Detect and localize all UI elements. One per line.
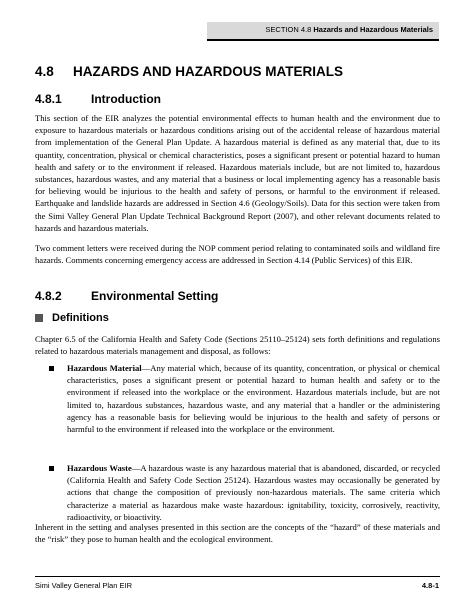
- bullet-icon: [49, 466, 54, 471]
- intro-paragraph-1: This section of the EIR analyzes the potential environmental effects to human health and the environment due to exposure to hazardous materials or hazardous conditions arising out of the accidental release of hazardous material from implementation of the General Plan Update. A hazardous material is defined as any material that, due to its quantity, concentration, physical or chemical characteristics, poses a significant present or potential hazard to human health and safety or to the environment if released. Hazardous materials include, but are not limited to, hazardous substances, hazardous wastes, and any material that a business or local implementing agency has a reasonable basis for believing would be injurious to the health and safety of persons, or harmful to the environment if released. Earthquake and landslide hazards are addressed in Section 4.6 (Geology/Soils). Data for this section were taken from the Simi Valley General Plan Update Technical Background Report (2007), and other relevant documents related to hazards and hazardous materials.: [35, 113, 440, 233]
- section-number: 4.8: [35, 64, 54, 79]
- heading-number: 4.8.2: [35, 289, 62, 303]
- section-title: [35, 64, 343, 79]
- bullet-text: —A hazardous waste is any hazardous material that is abandoned, discarded, or recycled (California Health and Safety Code Section 25124). Hazardous wastes may occasionally be generated by actions that change the composition of previously non-hazardous materials. The same criteria which characterize a material as hazardous make waste hazardous: ignitability, toxicity, corrosively, reactivity, radioactivity, or bioactivity.: [67, 463, 440, 522]
- heading-text: Introduction: [91, 92, 161, 106]
- intro-paragraph-2: Two comment letters were received during the NOP comment period relating to contaminated soils and wildland fire hazards. Comments concerning emergency access are addressed in Section 4.14 (Public Services) of this EIR.: [35, 243, 440, 266]
- subheading-definitions: [35, 312, 109, 324]
- heading-environmental-setting: [35, 289, 218, 303]
- bullet-hazardous-material: [67, 362, 440, 435]
- footer-rule: [35, 576, 440, 577]
- page-number: 4.8-1: [421, 581, 439, 590]
- setting-paragraph-2: Inherent in the setting and analyses presented in this section are the concepts of the “hazard” of these materials and the “risk” they pose to human health and the ecological environment.: [35, 522, 440, 545]
- bullet-term: Hazardous Material: [67, 363, 142, 373]
- section-title-text: HAZARDS AND HAZARDOUS MATERIALS: [73, 64, 343, 79]
- heading-number: 4.8.1: [35, 92, 62, 106]
- header-section-title: Hazards and Hazardous Materials: [313, 25, 433, 34]
- footer-document-title: Simi Valley General Plan EIR: [35, 581, 132, 590]
- square-bullet-icon: [35, 314, 43, 322]
- header-section-prefix: SECTION 4.8: [265, 25, 312, 34]
- bullet-term: Hazardous Waste: [67, 463, 132, 473]
- header-text: [265, 25, 433, 34]
- heading-text: Environmental Setting: [91, 289, 219, 303]
- bullet-text: —Any material which, because of its quantity, concentration, or physical or chemical characteristics, poses a significant present or potential hazard to human health and safety or to the environment if released into the workplace or the environment. Hazardous materials include, but are not limited to, hazardous substances, hazardous waste, and any material that a handler or the administering agency has a reasonable basis for believing would be injurious to the health and safety of persons or harmful to the environment if released into the workplace or the environment.: [67, 363, 440, 435]
- setting-paragraph-1: Chapter 6.5 of the California Health and Safety Code (Sections 25110–25124) sets forth definitions and regulations related to hazardous materials management and disposal, as follows:: [35, 334, 440, 357]
- subheading-text: Definitions: [52, 312, 109, 324]
- heading-introduction: [35, 92, 161, 106]
- bullet-icon: [49, 366, 54, 371]
- running-header: [207, 22, 439, 41]
- bullet-hazardous-waste: [67, 462, 440, 523]
